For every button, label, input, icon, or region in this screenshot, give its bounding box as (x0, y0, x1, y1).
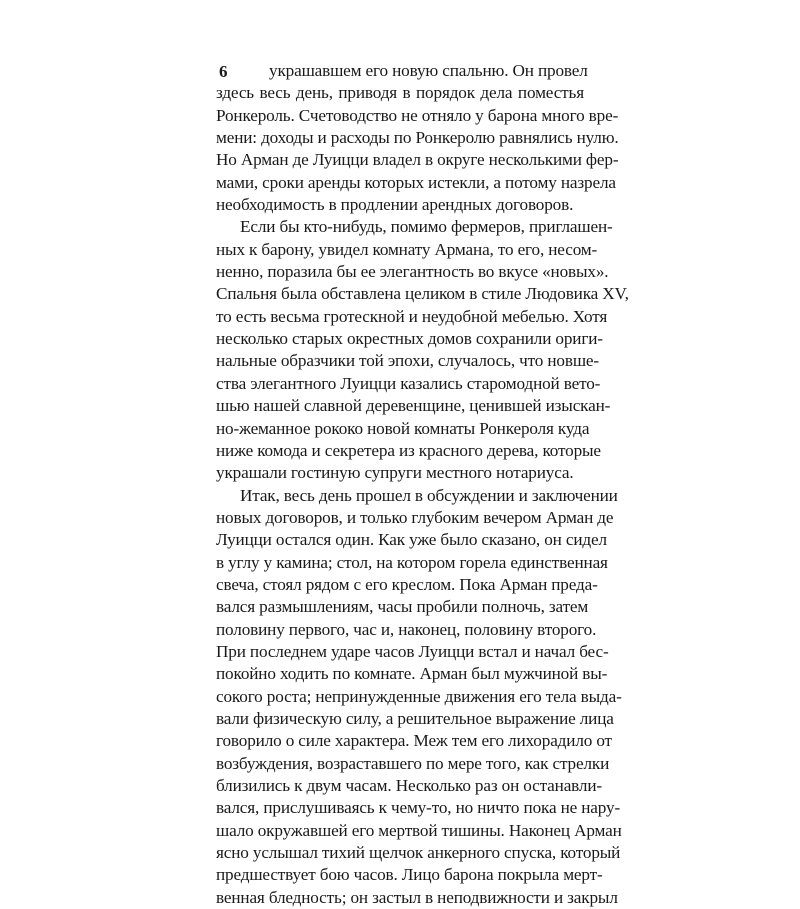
text-line: свеча, стоял рядом с его креслом. Пока Арман преда- (216, 574, 598, 594)
text-line: вался размышлениям, часы пробили полночь, затем (216, 597, 589, 617)
text-line: здесь весь день, приводя в порядок дела поместья (216, 83, 584, 103)
page-number: 6 (219, 62, 228, 81)
text-line: в углу у камина; стол, на котором горела единственная (216, 552, 608, 572)
text-line: шью нашей славной деревенщине, ценившей изыскан- (216, 396, 611, 416)
text-line: нальные образчики той эпохи, случалось, что новше- (216, 351, 599, 371)
text-line: но-жеманное рококо новой комнаты Ронкероля куда (216, 418, 590, 438)
text-line: Итак, весь день прошел в обсуждении и заключении (240, 485, 618, 505)
text-line: ства элегантного Луицци казались старомодной вето- (216, 373, 601, 393)
text-line: говорило о силе характера. Меж тем его лихорадило от (216, 731, 612, 751)
text-line: вался, прислушиваясь к чему-то, но ничто пока не нару- (216, 798, 621, 818)
text-line: ниже комода и секретера из красного дерева, которые (216, 440, 601, 460)
text-line: мени: доходы и расходы по Ронкеролю равнялись нулю. (216, 128, 619, 148)
text-line: ных к барону, увидел комнату Армана, то его, несом- (216, 239, 598, 259)
text-line: Ронкероль. Счетоводство не отняло у барона много вре- (216, 105, 619, 125)
text-line: Луицци остался один. Как уже было сказано, он сидел (216, 530, 607, 550)
text-line: ненно, поразила бы ее элегантность во вкусе «новых». (216, 262, 609, 282)
text-line: сокого роста; непринужденные движения его тела выда- (216, 686, 622, 706)
text-line: близились к двум часам. Несколько раз он останавли- (216, 776, 602, 795)
text-line: половину первого, час и, наконец, половину второго. (216, 619, 597, 639)
body-text (216, 60, 629, 909)
text-line: Спальня была обставлена целиком в стиле Людовика XV, (216, 284, 629, 304)
text-line: предшествует бою часов. Лицо барона покрыла мерт- (216, 865, 603, 885)
text-line: необходимость в продлении арендных договоров. (216, 195, 574, 215)
text-line: Если бы кто-нибудь, помимо фермеров, приглашен- (240, 217, 613, 237)
text-line: При последнем ударе часов Луицци встал и начал бес- (216, 641, 609, 661)
text-line: новых договоров, и только глубоким вечером Арман де (216, 507, 614, 527)
text-line: возбуждения, возраставшего по мере того, как стрелки (216, 753, 610, 773)
text-line: венная бледность; он застыл в неподвижности и закрыл (216, 887, 618, 907)
text-line: несколько старых окрестных домов сохранили ориги- (216, 329, 603, 349)
text-line: мами, сроки аренды которых истекли, а потому назрела (216, 172, 616, 192)
text-line: украшавшем его новую спальню. Он провел (269, 61, 588, 80)
text-line: Но Арман де Луицци владел в округе несколькими фер- (216, 150, 619, 170)
text-line: покойно ходить по комнате. Арман был мужчиной вы- (216, 664, 608, 684)
text-line: ясно услышал тихий щелчок анкерного спуска, который (216, 843, 621, 863)
text-line: украшали гостиную супруги местного нотариуса. (216, 463, 574, 483)
text-line: шало окружавшей его мертвой тишины. Наконец Арман (216, 820, 622, 840)
text-line: вали физическую силу, а решительное выражение лица (216, 708, 614, 728)
text-line: то есть весьма гротескной и неудобной мебелью. Хотя (216, 306, 608, 326)
